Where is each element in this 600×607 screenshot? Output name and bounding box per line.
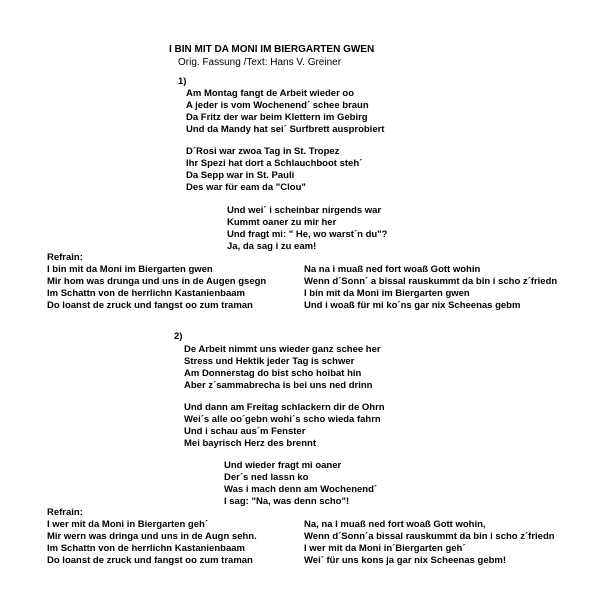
- refrain-label: Refrain:: [47, 507, 83, 518]
- verse-2-line: Am Donnerstag do bist scho hoibat hin: [184, 368, 362, 379]
- verse-1-bridge-line: Ja, da sag i zu eam!: [227, 241, 317, 252]
- refrain-1-left-line: I bin mit da Moni im Biergarten gwen: [47, 264, 213, 275]
- verse-1-line: Und da Mandy hat sei´ Surfbrett ausprobiert: [186, 124, 385, 135]
- verse-2-line: Wei´s alle oo´gebn wohi´s scho wieda fahrn: [184, 414, 381, 425]
- verse-2-line: Und dann am Freitag schlackern dir de Ohrn: [184, 402, 385, 413]
- verse-2-bridge-line: Was i mach denn am Wochenend´: [224, 484, 378, 495]
- refrain-2-left-line: I wer mit da Moni in Biergarten geh´: [47, 519, 208, 530]
- verse-2-bridge-line: I sag: "Na, was denn scho"!: [224, 496, 350, 507]
- verse-2-line: De Arbeit nimmt uns wieder ganz schee her: [184, 344, 381, 355]
- verse-1-line: Da Sepp war in St. Pauli: [186, 170, 295, 181]
- refrain-2-left-line: Mir wern was dringa und uns in de Augn sehn.: [47, 531, 257, 542]
- refrain-2-right-line: Wenn d´Sonn´a bissal rauskummt da bin i scho z´friedn: [304, 531, 555, 542]
- refrain-2-right-line: Wei´ für uns kons ja gar nix Scheenas gebm!: [304, 555, 507, 566]
- verse-1-line: Da Fritz der war beim Klettern im Gebirg: [186, 112, 368, 123]
- verse-2-number: 2): [174, 331, 183, 342]
- verse-1-line: D´Rosi war zwoa Tag in St. Tropez: [186, 146, 340, 157]
- verse-1-bridge-line: Und fragt mi: " He, wo warst´n du"?: [227, 229, 388, 240]
- verse-2-bridge-line: Der´s ned lassn ko: [224, 472, 309, 483]
- verse-1-line: A jeder is vom Wochenend´ schee braun: [186, 100, 369, 111]
- refrain-1-right-line: Wenn d´Sonn´ a bissal rauskummt da bin i scho z´friedn: [304, 276, 558, 287]
- song-credits: Orig. Fassung /Text: Hans V. Greiner: [178, 57, 342, 68]
- verse-1-line: Des war für eam da "Clou": [186, 182, 306, 193]
- refrain-2-left-line: Im Schattn von de herrlichn Kastanienbaam: [47, 543, 245, 554]
- verse-2-line: Stress und Hektik jeder Tag is schwer: [184, 356, 355, 367]
- verse-2-line: Mei bayrisch Herz des brennt: [184, 438, 316, 449]
- refrain-1-right-line: Und i woaß für mi ko´ns gar nix Scheenas gebm: [304, 300, 521, 311]
- verse-1-bridge-line: Und wei´ i scheinbar nirgends war: [227, 205, 382, 216]
- verse-2-line: Aber z´sammabrecha is bei uns ned drinn: [184, 380, 373, 391]
- refrain-label: Refrain:: [47, 252, 83, 263]
- verse-1-line: Am Montag fangt de Arbeit wieder oo: [186, 88, 355, 99]
- refrain-2-left-line: Do loanst de zruck und fangst oo zum traman: [47, 555, 253, 566]
- verse-2-line: Und i schau aus´m Fenster: [184, 426, 306, 437]
- refrain-2-right-line: I wer mit da Moni in´Biergarten geh´: [304, 543, 466, 554]
- verse-1-number: 1): [178, 76, 187, 87]
- refrain-1-left-line: Im Schattn von de herrlichn Kastanienbaam: [47, 288, 245, 299]
- verse-1-bridge-line: Kummt oaner zu mir her: [227, 217, 337, 228]
- verse-1-line: Ihr Spezi hat dort a Schlauchboot steh´: [186, 158, 363, 169]
- refrain-1-left-line: Mir hom was drunga und uns in de Augen gsegn: [47, 276, 267, 287]
- refrain-1-right-line: Na na i muaß ned fort woaß Gott wohin: [304, 264, 481, 275]
- refrain-1-left-line: Do loanst de zruck und fangst oo zum traman: [47, 300, 253, 311]
- refrain-1-right-line: I bin mit da Moni im Biergarten gwen: [304, 288, 470, 299]
- verse-2-bridge-line: Und wieder fragt mi oaner: [224, 460, 342, 471]
- refrain-2-right-line: Na, na I muaß ned fort woaß Gott wohin,: [304, 519, 486, 530]
- song-title: I BIN MIT DA MONI IM BIERGARTEN GWEN: [169, 44, 375, 55]
